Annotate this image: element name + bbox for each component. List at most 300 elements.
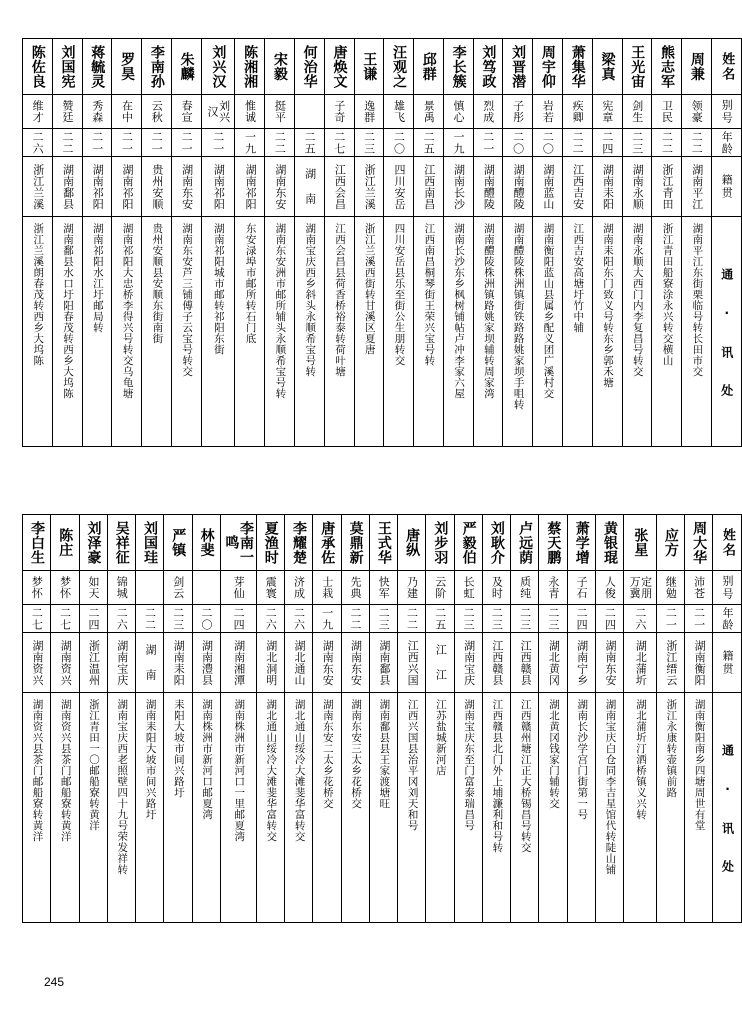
alias-text: 领豪 [690, 100, 704, 123]
cell-address [164, 693, 192, 923]
row-header-label: 通 · 讯 处 [720, 743, 735, 878]
native-text: 湖南资兴 [30, 639, 44, 686]
alias-text: 岩若 [541, 100, 555, 123]
native-text: 湖南醴陵 [482, 163, 496, 210]
age-text: 二六 [115, 606, 129, 631]
address-text: 东安渌埠市邮所转石门底 [244, 222, 257, 344]
cell-age [171, 129, 201, 157]
cell-alias [592, 95, 622, 129]
native-text: 湖南醴陵 [512, 163, 526, 210]
native-text: 江西吉安 [571, 163, 585, 210]
cell-native [82, 157, 112, 217]
name-text: 周宇仰 [539, 44, 556, 89]
cell-address [265, 217, 295, 447]
cell-alias [265, 95, 295, 129]
cell-alias [426, 571, 454, 605]
cell-native [533, 157, 563, 217]
address-text: 湖南醴陵株洲镇街铁路路姚家坝手咀转 [512, 222, 525, 410]
cell-native [567, 633, 595, 693]
native-text: 湖南湘潭 [232, 639, 246, 686]
native-text: 贵州安顺 [150, 163, 164, 210]
row-header-address [711, 217, 741, 447]
name-text: 刘步羽 [432, 520, 449, 565]
cell-alias [595, 571, 623, 605]
row-header-native [713, 633, 742, 693]
address-text: 湖南东安三太乡花桥交 [350, 698, 363, 809]
age-text: 二一 [664, 606, 678, 631]
cell-native [622, 157, 652, 217]
name-text: 何治华 [301, 44, 318, 89]
cell-address [656, 693, 684, 923]
address-text: 湖南宝庆西乡斜头永顺希宝号转 [304, 222, 317, 377]
name-text: 梁真 [599, 52, 616, 81]
cell-native [294, 157, 324, 217]
row-header-age [711, 129, 741, 157]
cell-name [265, 39, 295, 95]
cell-address [454, 693, 482, 923]
alias-text: 维才 [31, 100, 45, 123]
cell-address [685, 693, 713, 923]
cell-name [652, 39, 682, 95]
cell-alias [511, 571, 539, 605]
age-text: 二五 [433, 606, 447, 631]
alias-text: 士栽 [320, 576, 334, 599]
age-text: 二五 [303, 130, 317, 155]
cell-native [324, 157, 354, 217]
address-text: 湖南资兴县茶门邮船寮转黄洋 [31, 698, 44, 842]
address-text: 湖南永顺大西门内李复昌号转交 [631, 222, 644, 377]
name-text: 陈湘湘 [242, 44, 259, 89]
cell-age [539, 605, 567, 633]
cell-name [482, 515, 510, 571]
cell-native [171, 157, 201, 217]
row-header-alias [711, 95, 741, 129]
name-text: 李长簇 [450, 44, 467, 89]
name-text: 刘泽豪 [85, 520, 102, 565]
row-header-label: 年龄 [720, 606, 734, 631]
cell-native [595, 633, 623, 693]
cell-native [112, 157, 142, 217]
cell-address [398, 693, 426, 923]
cell-alias [79, 571, 107, 605]
cell-age [192, 605, 220, 633]
row-header-alias [713, 571, 742, 605]
address-text: 江西赣县北门外上埔濂利和号转 [491, 698, 504, 853]
age-text: 二一 [150, 130, 164, 155]
name-text: 宋毅 [271, 52, 288, 81]
row-name-top [23, 39, 742, 95]
alias-text: 人俊 [603, 576, 617, 599]
cell-alias [454, 571, 482, 605]
name-text: 萧学增 [573, 520, 590, 565]
alias-text: 烈成 [481, 100, 495, 123]
alias-text: 先典 [349, 576, 362, 599]
native-text: 湖南鄱县 [61, 163, 75, 210]
age-text: 二二 [349, 606, 362, 631]
cell-native [23, 157, 53, 217]
alias-text: 剑云 [171, 576, 185, 599]
cell-name [220, 515, 256, 571]
address-text: 湖南醴陵株洲镇路姚家坝辅转周家湾 [482, 222, 495, 399]
address-text: 湖南祁阳水江圩邮局转 [91, 222, 104, 333]
native-text: 湖南祁阳 [121, 163, 135, 210]
row-header-label: 籍贯 [720, 649, 734, 676]
name-text: 唐焕文 [331, 44, 348, 89]
row-header-label: 年龄 [720, 130, 734, 155]
cell-address [52, 217, 82, 447]
cell-name [398, 515, 426, 571]
age-text: 二一 [211, 130, 225, 155]
cell-address [562, 217, 592, 447]
cell-name [595, 515, 623, 571]
name-text: 陈佐良 [29, 44, 46, 89]
cell-age [592, 129, 622, 157]
cell-age [201, 129, 235, 157]
cell-age [685, 605, 713, 633]
cell-native [51, 633, 79, 693]
name-text: 李耀楚 [291, 520, 308, 565]
name-text: 莫鼎新 [347, 520, 364, 565]
cell-age [164, 605, 192, 633]
cell-alias [136, 571, 164, 605]
cell-name [52, 39, 82, 95]
cell-address [235, 217, 265, 447]
alias-text: 云阶 [433, 576, 447, 599]
cell-alias [473, 95, 503, 129]
cell-name [107, 515, 135, 571]
cell-name [313, 515, 341, 571]
cell-name [136, 515, 164, 571]
cell-name [294, 39, 324, 95]
row-header-label: 通 · 讯 处 [719, 267, 734, 402]
cell-age [624, 605, 657, 633]
cell-age [595, 605, 623, 633]
row-header-name [711, 39, 741, 95]
address-text: 湖南长沙东乡枫树铺帖卢冲李家六屋 [453, 222, 466, 399]
cell-address [567, 693, 595, 923]
cell-alias [51, 571, 79, 605]
native-text: 湖南长沙 [452, 163, 466, 210]
name-text: 唐承佐 [319, 520, 336, 565]
alias-text: 云秋 [150, 100, 164, 123]
cell-alias [369, 571, 397, 605]
age-text: 二七 [30, 606, 44, 631]
name-text: 汪观之 [391, 44, 408, 89]
name-text: 唐纵 [404, 528, 421, 557]
name-text: 刘国珪 [142, 520, 159, 565]
cell-alias [682, 95, 712, 129]
name-text: 卢远荫 [517, 520, 534, 565]
age-text: 二六 [264, 606, 278, 631]
age-text: 二四 [603, 606, 617, 631]
cell-address [23, 693, 51, 923]
page-number: 245 [44, 975, 65, 989]
address-text: 浙江永康转壶镇前路 [665, 698, 678, 798]
age-text: 二三 [546, 606, 560, 631]
name-text: 周大华 [691, 520, 708, 565]
cell-native [192, 633, 220, 693]
native-text: 江西赣县 [519, 639, 533, 686]
cell-address [503, 217, 533, 447]
cell-address [482, 693, 510, 923]
native-text: 浙江兰溪 [31, 163, 45, 210]
name-text: 林斐 [198, 528, 215, 557]
age-text: 一九 [320, 606, 334, 631]
alias-text: 宪章 [600, 100, 614, 123]
cell-name [454, 515, 482, 571]
cell-address [51, 693, 79, 923]
alias-text: 及时 [490, 576, 504, 599]
native-text: 湖南东安 [349, 639, 363, 686]
cell-age [473, 129, 503, 157]
native-text: 浙江青田 [661, 163, 675, 210]
address-text: 浙江兰溪西街转甘溪区夏唐 [363, 222, 376, 355]
address-text: 湖北通山绥冷大滩斐华富转交 [265, 698, 278, 842]
row-header-label: 别号 [720, 574, 734, 601]
cell-age [313, 605, 341, 633]
name-text: 夏渔时 [262, 520, 279, 565]
age-text: 二六 [31, 130, 45, 155]
cell-native [256, 633, 284, 693]
address-text: 湖北通山绥冷大滩斐华富转交 [293, 698, 306, 842]
cell-address [285, 693, 313, 923]
cell-alias [652, 95, 682, 129]
cell-age [562, 129, 592, 157]
cell-age [235, 129, 265, 157]
row-alias-top [23, 95, 742, 129]
cell-name [562, 39, 592, 95]
age-text: 二二 [273, 130, 287, 155]
name-text: 张星 [632, 528, 649, 557]
alias-text: 卫民 [660, 100, 674, 123]
cell-alias [171, 95, 201, 129]
alias-text: 挺平 [273, 100, 287, 123]
alias-text: 刘兴汉 [206, 100, 231, 123]
name-text: 刘耿介 [488, 520, 505, 565]
cell-name [384, 39, 414, 95]
alias-text: 定朋万冀 [628, 576, 653, 599]
cell-native [79, 633, 107, 693]
roster-table-bottom [22, 514, 742, 923]
cell-alias [256, 571, 284, 605]
cell-name [23, 515, 51, 571]
cell-name [592, 39, 622, 95]
native-text: 湖北通山 [293, 639, 307, 686]
address-text: 湖南宝庆西老照壁四十九号荣发祥转 [116, 698, 129, 875]
cell-native [539, 633, 567, 693]
row-address-bottom [23, 693, 742, 923]
cell-age [51, 605, 79, 633]
native-text: 湖南东安 [273, 163, 287, 210]
native-text: 江西赣县 [490, 639, 504, 686]
address-text: 湖南株洲市新河口一里邮夏湾 [233, 698, 246, 842]
address-text: 四川安岳县乐至街公生朋转交 [393, 222, 406, 366]
alias-text: 济成 [292, 576, 306, 599]
address-text: 湖南衡阳蓝山县属乡配义团广溪村交 [542, 222, 555, 399]
native-text: 湖北蒲圻 [634, 639, 648, 686]
age-text: 二三 [171, 606, 185, 631]
native-text: 湖南东安 [603, 639, 617, 686]
cell-age [324, 129, 354, 157]
address-text: 湖北黄冈钱家门辅转交 [547, 698, 560, 809]
address-text: 耒阳大坡市间兴路圩 [172, 698, 185, 798]
cell-address [112, 217, 142, 447]
cell-native [656, 633, 684, 693]
cell-native [313, 633, 341, 693]
roster-body-bottom [23, 515, 742, 923]
cell-alias [23, 95, 53, 129]
cell-address [220, 693, 256, 923]
cell-address [136, 693, 164, 923]
name-text: 刘国宪 [59, 44, 76, 89]
cell-age [443, 129, 473, 157]
alias-text: 快军 [377, 576, 391, 599]
cell-alias [220, 571, 256, 605]
age-text: 二二 [405, 606, 419, 631]
native-text: 湖南平江 [690, 163, 704, 210]
age-text: 二二 [60, 130, 74, 155]
alias-text: 震寰 [264, 576, 278, 599]
address-text: 江西吉安高塘圩竹中辅 [572, 222, 585, 333]
cell-age [79, 605, 107, 633]
name-text: 李南一鸣 [223, 520, 255, 565]
cell-name [539, 515, 567, 571]
cell-name [354, 39, 384, 95]
cell-address [256, 693, 284, 923]
alias-text: 子奇 [332, 100, 346, 123]
native-text: 湖南东安 [180, 163, 194, 210]
alias-text: 景禹 [422, 100, 436, 123]
cell-address [313, 693, 341, 923]
name-text: 严镇 [170, 528, 187, 557]
alias-text: 雄飞 [392, 100, 406, 123]
cell-age [369, 605, 397, 633]
cell-age [354, 129, 384, 157]
cell-address [107, 693, 135, 923]
native-text: 湖南永顺 [631, 163, 645, 210]
cell-address [539, 693, 567, 923]
age-text: 二三 [462, 606, 476, 631]
cell-address [142, 217, 172, 447]
cell-name [201, 39, 235, 95]
cell-name [533, 39, 563, 95]
cell-native [265, 157, 295, 217]
alias-text: 子石 [575, 576, 589, 599]
cell-name [443, 39, 473, 95]
cell-age [294, 129, 324, 157]
name-text: 蔡天鹏 [545, 520, 562, 565]
cell-alias [294, 95, 324, 129]
cell-native [682, 157, 712, 217]
address-text: 湖南耒阳大坡市间兴路圩 [144, 698, 157, 820]
address-text: 湖南祁阳城市邮转祁阳东街 [212, 222, 225, 355]
cell-age [384, 129, 414, 157]
alias-text: 秀森 [90, 100, 104, 123]
name-text: 王光宙 [629, 44, 646, 89]
cell-native [511, 633, 539, 693]
cell-name [473, 39, 503, 95]
cell-alias [482, 571, 510, 605]
cell-age [622, 129, 652, 157]
address-text: 江西赣州塘江正大桥锡昌号转交 [519, 698, 532, 853]
cell-address [426, 693, 454, 923]
address-text: 浙江兰溪朗春茂转西乡大坞陈 [32, 222, 45, 366]
cell-native [443, 157, 473, 217]
cell-age [482, 605, 510, 633]
age-text: 二一 [692, 606, 706, 631]
cell-name [369, 515, 397, 571]
cell-alias [398, 571, 426, 605]
alias-text: 逸群 [362, 100, 376, 123]
cell-alias [656, 571, 684, 605]
address-text: 湖南东安洲市邮所辅头永顺希宝号转 [274, 222, 287, 399]
cell-native [354, 157, 384, 217]
address-text: 浙江青田船寮涂永兴转交横山 [661, 222, 674, 366]
row-name-bottom [23, 515, 742, 571]
cell-alias [112, 95, 142, 129]
name-text: 萧集华 [569, 44, 586, 89]
address-text: 湖南东安二太乡花桥交 [321, 698, 334, 809]
cell-name [656, 515, 684, 571]
address-text: 贵州安顺县安顺东街南街 [151, 222, 164, 344]
cell-age [220, 605, 256, 633]
cell-age [265, 129, 295, 157]
row-age-top [23, 129, 742, 157]
cell-address [624, 693, 657, 923]
cell-name [112, 39, 142, 95]
address-text: 江苏盐城新河店 [434, 698, 447, 776]
row-header-label: 姓名 [720, 527, 736, 558]
cell-age [23, 129, 53, 157]
name-text: 朱麟 [178, 52, 195, 81]
name-text: 应方 [662, 528, 679, 557]
alias-text: 芽仙 [232, 576, 246, 599]
name-text: 邱群 [420, 52, 437, 81]
native-text: 湖南宝庆 [462, 639, 476, 686]
age-text: 二一 [120, 130, 134, 155]
cell-name [171, 39, 201, 95]
name-text: 熊志军 [659, 44, 676, 89]
native-text: 浙江缙云 [664, 639, 678, 686]
cell-name [567, 515, 595, 571]
cell-native [220, 633, 256, 693]
cell-age [136, 605, 164, 633]
age-text: 二三 [377, 606, 391, 631]
cell-age [503, 129, 533, 157]
cell-native [369, 633, 397, 693]
age-text: 一九 [452, 130, 465, 155]
address-text: 湖南衡阳南乡四塘周世有堂 [693, 698, 706, 831]
cell-native [384, 157, 414, 217]
cell-native [592, 157, 622, 217]
native-text: 湖南耒阳 [172, 639, 186, 686]
native-text: 湖南祁阳 [91, 163, 105, 210]
cell-age [652, 129, 682, 157]
name-text: 周兼 [688, 52, 705, 81]
row-header-label: 籍贯 [720, 173, 734, 200]
cell-address [79, 693, 107, 923]
age-text: 二一 [90, 130, 104, 155]
address-text: 浙江青田一〇邮船寮转黄洋 [88, 698, 101, 831]
cell-native [341, 633, 369, 693]
cell-address [171, 217, 201, 447]
cell-name [341, 515, 369, 571]
cell-native [398, 633, 426, 693]
address-text: 湖南鄱县水口圩阳春茂转西乡大坞陈 [62, 222, 75, 399]
cell-alias [52, 95, 82, 129]
cell-age [82, 129, 112, 157]
cell-name [503, 39, 533, 95]
